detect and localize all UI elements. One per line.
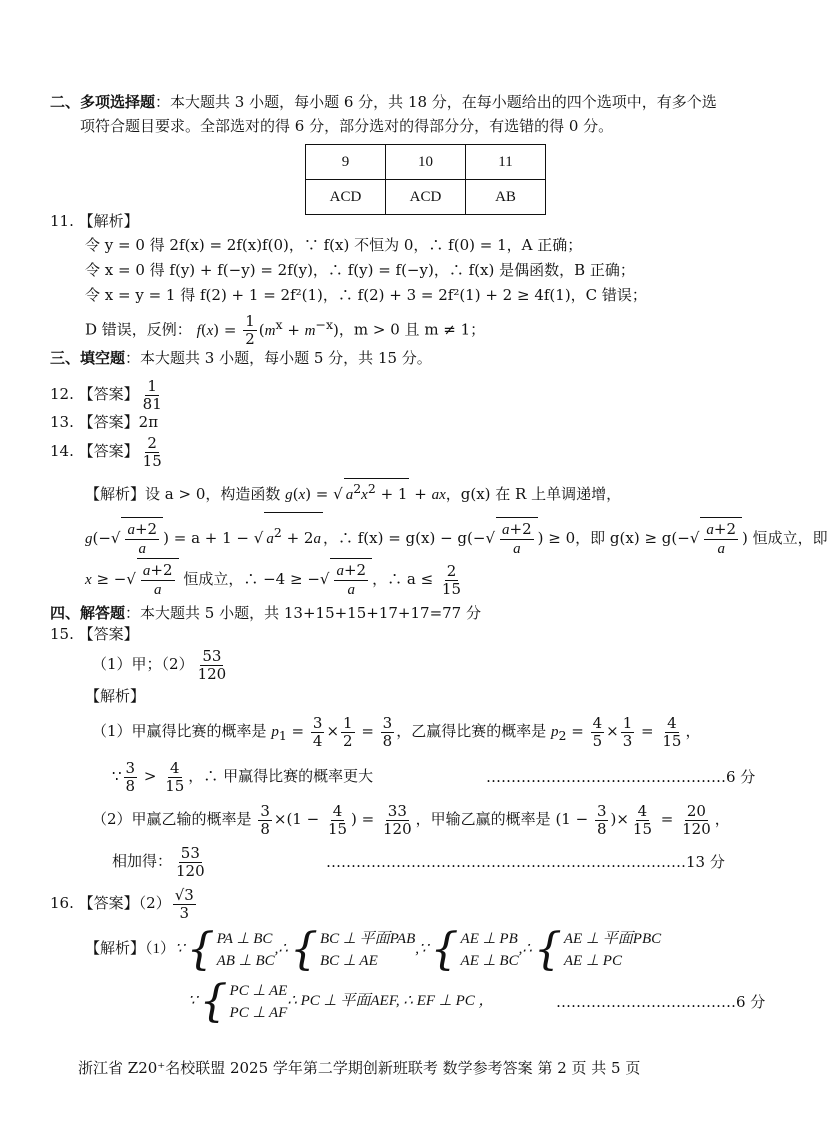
question-number: 11. <box>50 212 74 230</box>
system-line: PC ⊥ AF <box>229 1004 288 1021</box>
q14-sol-text4: ，∴ f(x) = g(x) − g( <box>322 529 473 547</box>
fraction-denominator: 15 <box>441 579 462 598</box>
section-2-desc: ：本大题共 3 小题，每小题 6 分，共 18 分，在每小题给出的四个选项中，有多个选 <box>155 93 717 111</box>
q15-part1-compare: ∵ $\frac{3}{8}$ > $\frac{4}{15}$ ，∴ 甲赢得比赛的概率更大 <box>112 758 374 795</box>
q14-sol-text7: 恒成立，∴ −4 ≥ <box>183 570 308 588</box>
answer-tag: 【答案】 <box>78 625 139 643</box>
page-footer: 浙江省 Z20⁺名校联盟 2025 学年第二学期创新班联考 数学参考答案 第 2 页 共 5 页 <box>78 1059 641 1077</box>
counterexample-formula: f(x) = $\frac{1}{2}$ $(m^x + m^{-x})$ <box>196 312 339 348</box>
q16-sol-line2: ∵{ PC ⊥ AE PC ⊥ AF ∴ PC ⊥ 平面AEF, ∴ EF ⊥ PC ， <box>188 975 494 1027</box>
q15-part1: （1）甲赢得比赛的概率是 $p_1$ = $\frac{3}{4}$ × $\frac{1}{2}$ = $\frac{3}{8}$ ，乙赢得比赛的概率是 $p_2$ = $\frac{4}{5}$ × $\frac{1}{3}$ = $\frac{4}{15}$ ， <box>92 713 701 750</box>
question-number: 16. <box>50 894 74 912</box>
q14-sol-text6: ) 恒成立，即 <box>742 529 828 547</box>
q12-line <box>50 375 166 413</box>
q16-conclusion: ∴ PC ⊥ 平面AEF, ∴ EF ⊥ PC ， <box>287 993 494 1009</box>
q12-answer-fraction <box>141 378 164 413</box>
q14-line <box>50 432 166 470</box>
q15-p3-text2: ，甲输乙赢的概率是 <box>415 810 556 828</box>
question-number: 12. <box>50 385 74 403</box>
q13-line <box>50 412 158 432</box>
system-line: PA ⊥ BC <box>216 930 273 947</box>
answer-table-header-row <box>306 145 546 180</box>
q14-sol-text8: ，∴ a ≤ <box>372 570 438 588</box>
fraction-denominator: 81 <box>142 394 162 413</box>
q15-p4-text: 相加得： <box>112 852 173 870</box>
q11-line4-text: D 错误，反例： <box>85 320 192 339</box>
fraction-denominator: 15 <box>142 451 162 470</box>
answer-tag: 【答案】 <box>78 385 139 403</box>
question-number: 14. <box>50 442 74 460</box>
score-marker: …………………………………………6 分 <box>486 768 756 786</box>
system-line: BC ⊥ AE <box>319 952 378 969</box>
section-4-desc: ：本大题共 5 小题，共 13+15+15+17+17=77 分 <box>125 604 481 622</box>
q15-p2-text2: ，∴ 甲赢得比赛的概率更大 <box>188 767 374 785</box>
q14-sol-text5: ) ≥ 0，即 g(x) ≥ g( <box>537 529 678 547</box>
table-cell: AB <box>466 180 546 215</box>
q15-answer-text: （1）甲；（2） <box>92 655 194 673</box>
q14-sol-text2: ，g(x) 在 R 上单调递增， <box>445 485 622 503</box>
fraction-numerator: 53 <box>180 843 200 862</box>
q14-sol-text3: = a + 1 − <box>173 529 254 547</box>
q11-header <box>50 211 139 231</box>
system-line: PC ⊥ AE <box>229 982 288 999</box>
question-number: 15. <box>50 625 74 643</box>
answer-table-answer-row <box>306 180 546 215</box>
table-cell: 9 <box>306 145 386 180</box>
q15-answer <box>92 645 230 683</box>
q11-line2: 令 x = 0 得 f(y) + f(−y) = 2f(y)，∴ f(y) = f(−y)，∴ f(x) 是偶函数，B 正确； <box>85 261 635 279</box>
q15-p2-text: ∵ <box>112 767 122 785</box>
answer-tag: 【答案】 <box>78 442 139 460</box>
fraction-numerator: 2 <box>446 561 457 580</box>
q14-sol-line1: 【解析】设 a > 0，构造函数 g(x) = √ $a^2x^2 + 1$ + ax，g(x) 在 R 上单调递增， <box>85 478 621 505</box>
section-3-line <box>50 348 432 368</box>
fraction-numerator: 53 <box>202 646 222 665</box>
fraction-denominator: 120 <box>176 861 205 880</box>
q14-sol-line2: g(−√ $\frac{a+2}{a}$ ) = a + 1 − √ $a^2 + 2a$ ，∴ f(x) = g(x) − g(−√ $\frac{a+2}{a}$ ) ≥ 0，即 g(x) ≥ g(−√ $\frac{a+2}{a}$ ) 恒成立，即 <box>85 512 828 559</box>
q11-line4-tail: ，m > 0 且 m ≠ 1； <box>338 320 486 339</box>
system-line: BC ⊥ 平面PAB <box>319 930 416 947</box>
section-4-title: 四、解答题 <box>50 604 126 622</box>
solution-tag: 【解析】 <box>85 941 146 957</box>
q11-line3: 令 x = y = 1 得 f(2) + 1 = 2f²(1)，∴ f(2) + 3 = 2f²(1) + 2 ≥ 4f(1)，C 错误； <box>85 286 647 304</box>
fraction-denominator: 3 <box>179 903 190 922</box>
system-line: AE ⊥ BC <box>460 952 519 969</box>
q15-header <box>50 624 139 644</box>
q15-part2: （2）甲赢乙输的概率是 $\frac{3}{8}$ ×(1 − $\frac{4}{15}$ ) = $\frac{33}{120}$ ，甲输乙赢的概率是 (1 − $\frac{3}{8}$ )× $\frac{4}{15}$ = $\frac{20}{120}$ ， <box>92 801 730 838</box>
q16-sol-line1: 【解析】（1）∵{ PA ⊥ BC AB ⊥ BC ,∴{ BC ⊥ 平面PAB BC ⊥ AE ,∵{ AE ⊥ PB AE ⊥ BC ,∴{ AE ⊥ 平面PBC AE ⊥ PC <box>85 923 662 975</box>
q15-p1-text: （1）甲赢得比赛的概率是 <box>92 722 272 740</box>
q15-sol-tag: 【解析】 <box>85 687 146 705</box>
table-cell: ACD <box>306 180 386 215</box>
q15-part2-sum <box>112 842 209 880</box>
score-marker: ………………………………………………………………13 分 <box>326 853 725 871</box>
section-2-line2 <box>80 116 613 136</box>
fraction-numerator: 1 <box>147 376 157 395</box>
question-number: 13. <box>50 413 74 431</box>
q16-part-label: （1） <box>145 941 176 957</box>
fraction-numerator: √3 <box>174 885 194 904</box>
system-line: AE ⊥ PB <box>460 930 518 947</box>
table-cell: 10 <box>386 145 466 180</box>
score-marker: ………………………………6 分 <box>556 993 766 1011</box>
section-2-desc2: 项符合题目要求。全部选对的得 6 分，部分选对的得部分分，有选错的得 0 分。 <box>80 117 614 135</box>
answer-tag: 【答案】 <box>78 413 139 431</box>
section-3-title: 三、填空题 <box>50 349 126 367</box>
q13-answer: 2π <box>138 413 159 431</box>
q15-p1-text2: ，乙赢得比赛的概率是 <box>396 722 551 740</box>
answer-tag: 【答案】 <box>78 894 139 912</box>
q16-line <box>50 884 198 922</box>
section-2-title: 二、多项选择题 <box>50 93 156 111</box>
section-3-desc: ：本大题共 3 小题，每小题 5 分，共 15 分。 <box>125 349 432 367</box>
system-line: AE ⊥ 平面PBC <box>563 930 662 947</box>
solution-tag: 【解析】 <box>85 485 146 503</box>
system-line: AB ⊥ BC <box>216 952 275 969</box>
section-2-line1 <box>50 92 717 112</box>
q15-p3-text: （2）甲赢乙输的概率是 <box>92 810 257 828</box>
fraction-numerator: 2 <box>147 433 157 452</box>
table-cell: 11 <box>466 145 546 180</box>
q14-sol-line3: x ≥ −√ $\frac{a+2}{a}$ 恒成立，∴ −4 ≥ −√ $\frac{a+2}{a}$ ，∴ a ≤ $\frac{2}{15}$ <box>85 558 465 600</box>
q11-line1: 令 y = 0 得 2f(x) = 2f(x)f(0)，∵ f(x) 不恒为 0，∴ f(0) = 1，A 正确； <box>85 236 583 254</box>
answer-table <box>305 144 546 215</box>
q14-sol-text: 设 a > 0，构造函数 <box>145 485 286 503</box>
fraction-denominator: 120 <box>197 664 227 683</box>
q11-line4 <box>85 313 485 348</box>
system-line: AE ⊥ PC <box>563 952 622 969</box>
solution-tag: 【解析】 <box>78 212 139 230</box>
table-cell: ACD <box>386 180 466 215</box>
section-4-line <box>50 603 481 623</box>
q14-answer-fraction <box>141 435 164 470</box>
q16-answer-text: （2） <box>138 894 171 912</box>
